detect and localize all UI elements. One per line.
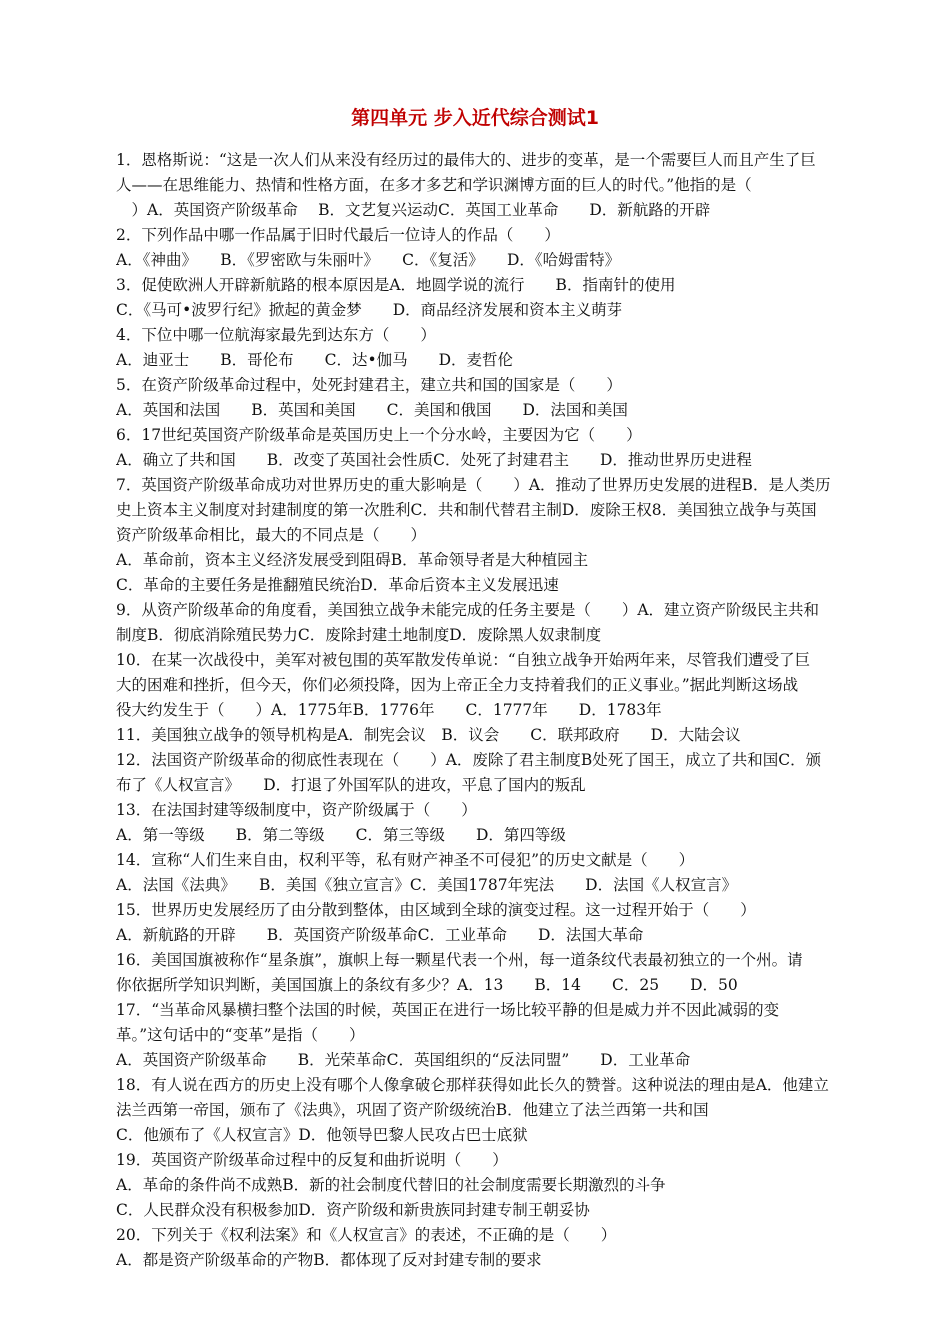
text-line: A．确立了共和国 B．改变了英国社会性质C．处死了封建君主 D．推动世界历史进程 [116, 451, 752, 469]
text-line: 4．下位中哪一位航海家最先到达东方（ ） [116, 326, 436, 344]
text-line: 革。”这句话中的“变革”是指（ ） [116, 1026, 365, 1044]
text-line: ）A．英国资产阶级革命 B．文艺复兴运动C．英国工业革命 D．新航路的开辟 [116, 201, 711, 219]
text-line: 16．美国国旗被称作“星条旗”，旗帜上每一颗星代表一个州，每一道条纹代表最初独立的一个州。请 [116, 951, 803, 969]
text-line: 20．下列关于《权利法案》和《人权宣言》的表述，不正确的是（ ） [116, 1226, 617, 1244]
text-line: 法兰西第一帝国，颁布了《法典》，巩固了资产阶级统治B．他建立了法兰西第一共和国 [116, 1101, 709, 1119]
text-line: A．都是资产阶级革命的产物B．都体现了反对封建专制的要求 [116, 1251, 542, 1269]
text-line: A．英国资产阶级革命 B．光荣革命C．英国组织的“反法同盟” D．工业革命 [116, 1051, 691, 1069]
text-line: A．法国《法典》 B．美国《独立宣言》C．美国1787年宪法 D．法国《人权宣言》 [116, 876, 738, 894]
text-line: 15．世界历史发展经历了由分散到整体，由区域到全球的演变过程。这一过程开始于（ ） [116, 901, 756, 919]
text-line: A．新航路的开辟 B．英国资产阶级革命C．工业革命 D．法国大革命 [116, 926, 644, 944]
text-line: A．革命前，资本主义经济发展受到阻碍B．革命领导者是大种植园主 [116, 551, 589, 569]
text-line: A．革命的条件尚不成熟B．新的社会制度代替旧的社会制度需要长期激烈的斗争 [116, 1176, 666, 1194]
text-line: A．第一等级 B．第二等级 C．第三等级 D．第四等级 [116, 826, 566, 844]
text-line: 6．17世纪英国资产阶级革命是英国历史上一个分水岭，主要因为它（ ） [116, 426, 642, 444]
text-line: 3．促使欧洲人开辟新航路的根本原因是A．地圆学说的流行 B．指南针的使用 [116, 276, 676, 294]
text-line: 13．在法国封建等级制度中，资产阶级属于（ ） [116, 801, 477, 819]
text-line: C．革命的主要任务是推翻殖民统治D．革命后资本主义发展迅速 [116, 576, 559, 594]
text-line: C．他颁布了《人权宣言》D．他领导巴黎人民攻占巴士底狱 [116, 1126, 528, 1144]
text-line: A．英国和法国 B．英国和美国 C．美国和俄国 D．法国和美国 [116, 401, 628, 419]
text-line: 役大约发生于（ ）A．1775年B．1776年 C．1777年 D．1783年 [116, 701, 662, 719]
text-line: 12．法国资产阶级革命的彻底性表现在（ ）A．废除了君主制度B处死了国王，成立了共和国C．颁 [116, 751, 822, 769]
text-line: C．人民群众没有积极参加D．资产阶级和新贵族同封建专制王朝妥协 [116, 1201, 590, 1219]
text-line: 7．英国资产阶级革命成功对世界历史的重大影响是（ ）A．推动了世界历史发展的进程B．是人类历 [116, 476, 831, 494]
page-title: 第四单元 步入近代综合测试1 [351, 107, 599, 129]
text-line: 资产阶级革命相比，最大的不同点是（ ） [116, 526, 427, 544]
text-line: 5．在资产阶级革命过程中，处死封建君主，建立共和国的国家是（ ） [116, 376, 622, 394]
text-line: 14．宣称“人们生来自由，权利平等，私有财产神圣不可侵犯”的历史文献是（ ） [116, 851, 695, 869]
text-line: A．迪亚士 B．哥伦布 C．达•伽马 D．麦哲伦 [116, 351, 514, 369]
text-line: 17．“当革命风暴横扫整个法国的时候，英国正在进行一场比较平静的但是威力并不因此减弱的变 [116, 1001, 780, 1019]
text-line: 大的困难和挫折，但今天，你们必须投降，因为上帝正全力支持着我们的正义事业。”据此判断这场战 [116, 676, 799, 694]
text-line: 11．美国独立战争的领导机构是A．制宪会议 B．议会 C．联邦政府 D．大陆会议 [116, 726, 741, 744]
text-line: 你依据所学知识判断，美国国旗上的条纹有多少？A．13 B．14 C．25 D．50 [116, 976, 738, 994]
text-line: 9．从资产阶级革命的角度看，美国独立战争未能完成的任务主要是（ ）A．建立资产阶级民主共和 [116, 601, 820, 619]
text-line: 10．在某一次战役中，美军对被包围的英军散发传单说：“自独立战争开始两年来，尽管我们遭受了巨 [116, 651, 811, 669]
text-line: 1．恩格斯说：“这是一次人们从来没有经历过的最伟大的、进步的变革，是一个需要巨人而且产生了巨 [116, 151, 816, 169]
text-line: 史上资本主义制度对封建制度的第一次胜利C．共和制代替君主制D．废除王权8．美国独立战争与英国 [116, 501, 817, 519]
text-line: C．《马可•波罗行纪》掀起的黄金梦 D．商品经济发展和资本主义萌芽 [116, 301, 623, 319]
text-line: 19．英国资产阶级革命过程中的反复和曲折说明（ ） [116, 1151, 508, 1169]
text-line: 人——在思维能力、热情和性格方面，在多才多艺和学识渊博方面的巨人的时代。”他指的是（ [116, 176, 752, 194]
text-line: 布了《人权宣言》 D．打退了外国军队的进攻，平息了国内的叛乱 [116, 776, 586, 794]
text-line: 2．下列作品中哪一作品属于旧时代最后一位诗人的作品（ ） [116, 226, 560, 244]
text-line: 制度B．彻底消除殖民势力C．废除封建土地制度D．废除黑人奴隶制度 [116, 626, 602, 644]
text-line: A．《神曲》 B．《罗密欧与朱丽叶》 C．《复活》 D．《哈姆雷特》 [116, 251, 621, 269]
text-line: 18．有人说在西方的历史上没有哪个人像拿破仑那样获得如此长久的赞誉。这种说法的理由是A．他建立 [116, 1076, 829, 1094]
